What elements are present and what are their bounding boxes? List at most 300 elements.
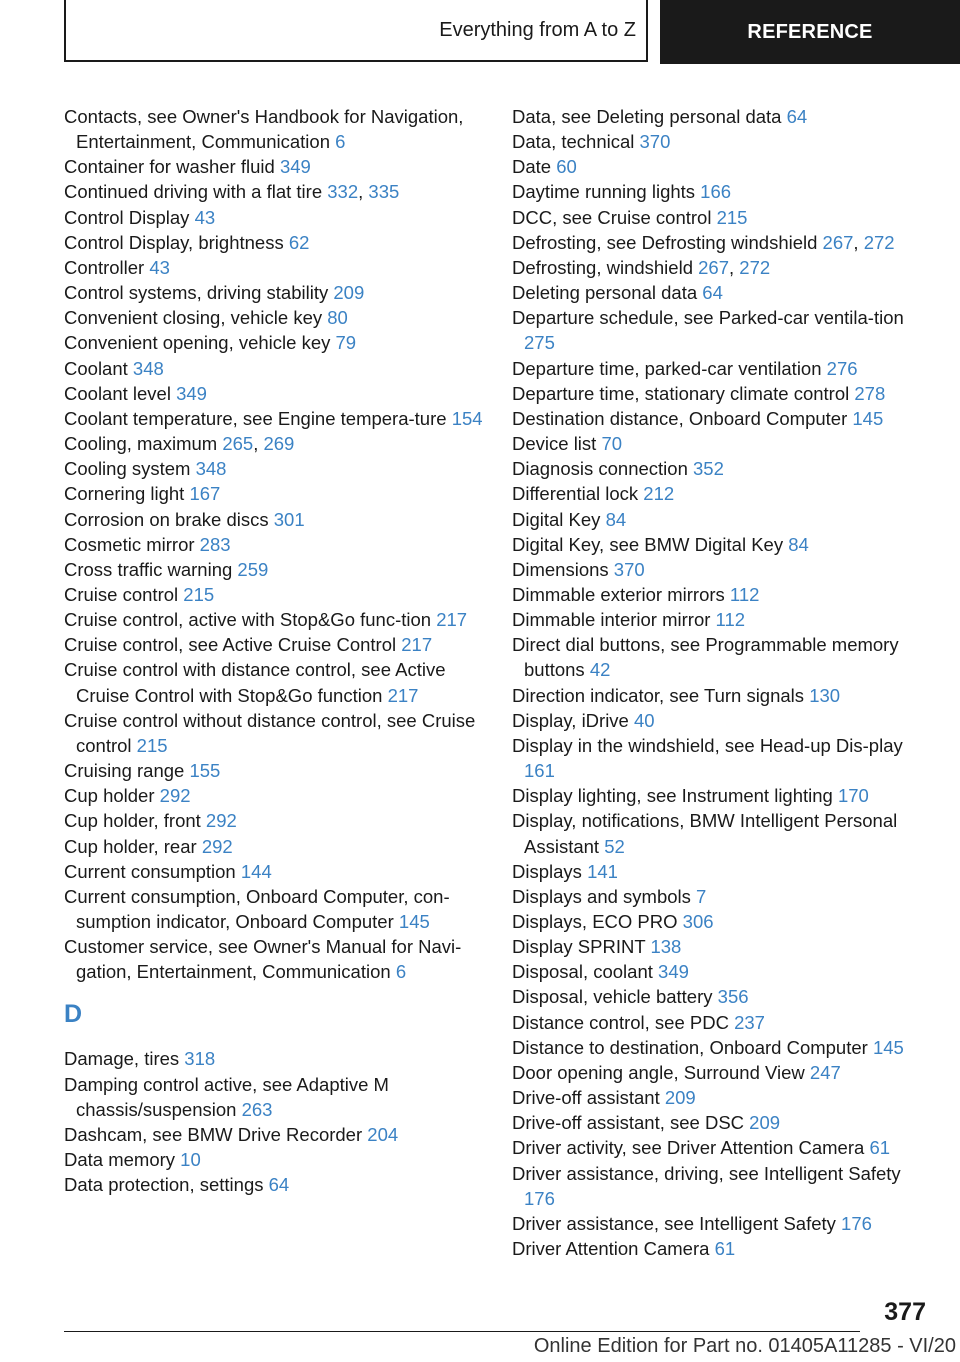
page-link[interactable]: 209 [333, 282, 365, 304]
index-entry [512, 708, 932, 733]
page-link[interactable]: 70 [601, 433, 623, 455]
page-link[interactable]: 43 [194, 206, 216, 228]
index-entry-text: Dimensions [512, 558, 609, 580]
page-references [206, 810, 237, 831]
index-entry-text: Control Display [64, 206, 190, 228]
index-entry-text: Cruise control, see Active Cruise Control [64, 634, 397, 656]
index-entry [64, 305, 484, 330]
index-entry [64, 179, 484, 204]
page-link[interactable]: 154 [451, 407, 483, 429]
page-references [184, 1048, 215, 1069]
index-entry [512, 1161, 932, 1211]
page-link[interactable]: 61 [869, 1137, 891, 1159]
page-link[interactable]: 145 [398, 911, 430, 932]
page-link[interactable]: 276 [826, 357, 858, 379]
page-references [183, 584, 214, 605]
page-references [396, 961, 406, 982]
index-entry-text: Container for washer fluid [64, 156, 275, 178]
page-link[interactable]: 60 [556, 156, 577, 178]
index-entry-text: Coolant level [64, 382, 171, 404]
page-references [269, 1174, 290, 1195]
page-link[interactable]: 215 [183, 583, 215, 605]
page-link[interactable]: 292 [205, 810, 237, 832]
page-link[interactable]: 217 [436, 609, 468, 631]
page-link[interactable]: 62 [288, 231, 310, 253]
index-entry [512, 154, 932, 179]
page-link[interactable]: 332 [327, 181, 359, 203]
page-link[interactable]: 84 [788, 533, 809, 555]
page-link[interactable]: 170 [837, 785, 869, 807]
index-entry [64, 532, 484, 557]
index-entry [512, 205, 932, 230]
index-entry-text: Current consumption, Onboard Computer, con-sumption indicator, Onboard Computer [64, 885, 450, 932]
index-entry-text: Coolant [64, 357, 128, 379]
page-references [367, 1124, 398, 1145]
page-link[interactable]: 176 [841, 1212, 872, 1234]
page-header [64, 0, 960, 64]
page-link[interactable]: 155 [189, 760, 221, 782]
page-link[interactable]: 349 [279, 156, 311, 178]
index-entry-text: Displays and symbols [512, 885, 691, 907]
index-entry-text: Convenient closing, vehicle key [64, 307, 323, 329]
index-entry [64, 607, 484, 632]
index-entry [64, 783, 484, 808]
index-entry [512, 1110, 932, 1135]
index-entry-text: Dimmable interior mirror [512, 609, 711, 631]
page-references [730, 584, 760, 605]
index-entry [512, 632, 932, 682]
index-entry-text: Cooling system [64, 458, 191, 480]
page-link[interactable]: 292 [159, 785, 191, 807]
page-link[interactable]: 217 [387, 684, 419, 706]
page-link[interactable]: 209 [664, 1087, 696, 1109]
page-references [137, 735, 168, 756]
index-entry [512, 1211, 932, 1236]
index-entry [512, 532, 932, 557]
page-references [734, 1012, 765, 1033]
index-entry-text: Display SPRINT [512, 936, 646, 958]
page-references [160, 785, 191, 806]
page-link[interactable]: 217 [401, 634, 433, 656]
page-link[interactable]: 176 [524, 1187, 555, 1209]
page-references [614, 559, 645, 580]
index-entry-text: Direct dial buttons, see Programmable memory buttons [512, 634, 899, 681]
page-references [601, 433, 622, 454]
page-references [274, 509, 305, 530]
index-entry [64, 884, 484, 934]
page-link[interactable]: 112 [715, 609, 746, 631]
index-entry [512, 959, 932, 984]
index-entry [64, 1122, 484, 1147]
index-entry-text: Distance control, see PDC [512, 1011, 729, 1033]
page-references [436, 609, 467, 630]
index-entry [512, 305, 932, 355]
page-references [693, 458, 724, 479]
index-entry-text: Data, see Deleting personal data [512, 106, 782, 127]
chapter-tab: REFERENCE [660, 0, 960, 64]
index-entry-text: Drive-off assistant, see DSC [512, 1112, 745, 1134]
page-references [196, 458, 227, 479]
page-link[interactable]: 204 [367, 1123, 399, 1145]
index-entry [512, 356, 932, 381]
page-references [650, 936, 681, 957]
page-link[interactable]: 265 [222, 433, 254, 455]
page-references [696, 886, 706, 907]
index-entry [64, 381, 484, 406]
index-entry-text: Dimmable exterior mirrors [512, 583, 725, 605]
index-list-c [64, 104, 484, 984]
page-references [716, 609, 746, 630]
index-entry [64, 632, 484, 657]
index-entry [64, 934, 484, 984]
page-link[interactable]: 130 [809, 684, 841, 706]
page-references: 332, 335 [327, 181, 400, 203]
page-references [149, 257, 170, 278]
index-entry [64, 230, 484, 255]
index-entry [512, 733, 932, 783]
page-link[interactable]: 166 [700, 181, 732, 203]
footer-divider [64, 1331, 860, 1332]
page-link[interactable]: 141 [587, 860, 618, 882]
index-entry-text: Departure time, stationary climate control [512, 382, 850, 404]
page-references: 267, 272 [822, 231, 895, 253]
index-entry [64, 356, 484, 381]
index-entry [512, 507, 932, 532]
index-entry-text: Data, technical [512, 131, 635, 153]
edition-text: Online Edition for Part no. 01405A11285 - VI/20 [533, 1335, 956, 1357]
index-entry [64, 1046, 484, 1071]
index-entry [512, 1035, 932, 1060]
index-entry-text: Displays, ECO PRO [512, 911, 678, 932]
index-entry [512, 683, 932, 708]
page-references [180, 1149, 201, 1170]
page-link[interactable]: 272 [863, 231, 895, 253]
page-link[interactable]: 352 [693, 458, 724, 480]
page-link[interactable]: 215 [136, 734, 168, 756]
index-list-d-continued [512, 104, 932, 1261]
page-link[interactable]: 306 [682, 911, 714, 932]
page-link[interactable]: 267 [698, 256, 729, 278]
index-entry-text: Dashcam, see BMW Drive Recorder [64, 1123, 363, 1145]
index-entry-text: Drive-off assistant [512, 1087, 660, 1109]
page-link[interactable]: 80 [327, 307, 348, 329]
index-entry-text: Distance to destination, Onboard Computer [512, 1036, 868, 1058]
index-entry-text: Display, notifications, BMW Intelligent Personal Assistant [512, 810, 898, 857]
index-entry-text: Data protection, settings [64, 1174, 264, 1196]
page-references [658, 961, 689, 982]
page-link[interactable]: 52 [604, 835, 625, 857]
page-references [524, 760, 555, 781]
page-link[interactable]: 349 [658, 961, 689, 983]
page-references [241, 861, 272, 882]
page-link[interactable]: 6 [395, 961, 407, 983]
page-references [873, 1037, 904, 1058]
index-entry-text: Door opening angle, Surround View [512, 1061, 805, 1083]
page-references [200, 534, 231, 555]
index-entry [512, 909, 932, 934]
index-entry [512, 179, 932, 204]
index-entry-text: Driver activity, see Driver Attention Camera [512, 1137, 865, 1159]
index-entry [64, 708, 484, 758]
page-references [399, 911, 430, 932]
index-entry [512, 1010, 932, 1035]
index-entry-text: Cross traffic warning [64, 558, 233, 580]
index-entry [64, 582, 484, 607]
page-link[interactable]: 10 [180, 1149, 201, 1171]
page-references [749, 1112, 780, 1133]
index-entry-text: Convenient opening, vehicle key [64, 332, 331, 354]
page-references [718, 986, 749, 1007]
page-references [700, 181, 731, 202]
index-entry-text: Current consumption [64, 860, 236, 882]
page-link[interactable]: 215 [716, 206, 748, 228]
index-entry [64, 406, 484, 431]
page-references: 265, 269 [222, 433, 295, 455]
index-entry [64, 205, 484, 230]
page-references [524, 332, 555, 353]
index-entry [64, 280, 484, 305]
page-link[interactable]: 64 [268, 1174, 290, 1196]
index-entry [64, 557, 484, 582]
page-references [333, 282, 364, 303]
page-link[interactable]: 335 [368, 181, 400, 203]
index-entry [512, 230, 932, 255]
index-entry [64, 1147, 484, 1172]
page-link[interactable]: 283 [199, 533, 231, 555]
page-references [452, 408, 483, 429]
page-references [606, 509, 627, 530]
index-entry-text: Display, iDrive [512, 709, 629, 731]
page-references [715, 1238, 736, 1259]
page-link[interactable]: 301 [273, 508, 305, 530]
page-number: 377 [884, 1298, 926, 1326]
page-link[interactable]: 370 [639, 131, 671, 153]
index-entry [64, 657, 484, 707]
index-entry [512, 129, 932, 154]
page-link[interactable]: 145 [852, 407, 884, 429]
page-link[interactable]: 269 [263, 433, 295, 455]
page-references [809, 685, 840, 706]
index-entry [512, 607, 932, 632]
page-link[interactable]: 64 [702, 282, 723, 304]
index-entry [512, 255, 932, 280]
index-entry-text: Departure time, parked-car ventilation [512, 357, 822, 379]
page-references [852, 408, 883, 429]
index-entry [512, 984, 932, 1009]
index-entry-text: DCC, see Cruise control [512, 206, 712, 228]
index-entry [512, 381, 932, 406]
page-references: 267, 272 [698, 256, 771, 278]
index-entry-text: Contacts, see Owner's Handbook for Navigation, Entertainment, Communication [64, 106, 464, 153]
index-entry-text: Cruise control with distance control, see Active Cruise Control with Stop&Go function [64, 659, 446, 706]
page-references [195, 207, 216, 228]
page-link[interactable]: 42 [589, 659, 611, 681]
index-entry-text: Deleting personal data [512, 282, 698, 304]
index-entry-text: Cruise control [64, 583, 179, 605]
page-link[interactable]: 318 [184, 1048, 216, 1070]
page-link[interactable]: 349 [176, 382, 207, 404]
index-entry-text: Data memory [64, 1149, 176, 1171]
section-title: Everything from A to Z [64, 0, 648, 62]
page-link[interactable]: 267 [822, 231, 854, 253]
page-references [280, 156, 311, 177]
index-list-d [64, 1046, 484, 1197]
index-entry-text: Cup holder, front [64, 810, 201, 832]
index-entry [512, 1060, 932, 1085]
page-references [289, 232, 310, 253]
page-link[interactable]: 370 [613, 558, 645, 580]
page-link[interactable]: 263 [241, 1098, 273, 1120]
index-entry [512, 1135, 932, 1160]
page-references [869, 1137, 890, 1158]
index-entry-text: Digital Key, see BMW Digital Key [512, 533, 784, 555]
page-link[interactable]: 278 [854, 382, 886, 404]
index-entry [64, 758, 484, 783]
index-entry [512, 406, 932, 431]
index-entry [512, 783, 932, 808]
index-entry [512, 456, 932, 481]
index-entry [512, 1236, 932, 1261]
page-link[interactable]: 272 [739, 256, 771, 278]
index-column-right [512, 104, 932, 1261]
page-link[interactable]: 79 [335, 332, 357, 354]
page-link[interactable]: 7 [696, 885, 707, 907]
index-entry [512, 104, 932, 129]
page-references [336, 332, 357, 353]
page-link[interactable]: 259 [237, 558, 269, 580]
page-link[interactable]: 167 [189, 483, 221, 505]
page-references [640, 131, 671, 152]
index-entry-text: Direction indicator, see Turn signals [512, 684, 805, 706]
index-entry [64, 1172, 484, 1197]
index-entry-text: Corrosion on brake discs [64, 508, 269, 530]
page-link[interactable]: 43 [149, 256, 170, 278]
index-entry-text: Disposal, coolant [512, 961, 653, 983]
page-link[interactable]: 237 [734, 1011, 765, 1033]
index-entry-text: Damage, tires [64, 1048, 180, 1070]
index-entry [64, 330, 484, 355]
index-entry [512, 557, 932, 582]
index-entry [64, 808, 484, 833]
page-references [665, 1087, 696, 1108]
page-link[interactable]: 112 [729, 583, 760, 605]
page-references [827, 358, 858, 379]
index-entry-text: Continued driving with a flat tire [64, 181, 323, 203]
index-entry [64, 507, 484, 532]
index-entry [512, 582, 932, 607]
index-entry-text: Display in the windshield, see Head-up Dis-play [512, 734, 903, 756]
page-link[interactable]: 84 [605, 508, 627, 530]
page-references [787, 106, 808, 127]
page-footer [400, 1335, 960, 1358]
index-entry [64, 154, 484, 179]
page-link[interactable]: 292 [201, 835, 233, 857]
page-link[interactable]: 356 [717, 986, 749, 1008]
index-entry [64, 456, 484, 481]
index-entry-text: Cornering light [64, 483, 185, 505]
page-references [587, 861, 618, 882]
page-references [702, 282, 723, 303]
index-entry-text: Control Display, brightness [64, 231, 284, 253]
index-entry-text: Defrosting, see Defrosting windshield [512, 231, 818, 253]
index-entry-text: Displays [512, 860, 582, 882]
index-entry-text: Daytime running lights [512, 181, 696, 203]
page-references [237, 559, 268, 580]
index-entry [512, 481, 932, 506]
index-entry-text: Customer service, see Owner's Manual for Navi-gation, Entertainment, Communication [64, 936, 462, 983]
page-references [634, 710, 655, 731]
page-link[interactable]: 209 [749, 1112, 781, 1134]
page-link[interactable]: 348 [132, 357, 164, 379]
index-entry-text: Date [512, 156, 552, 178]
index-entry [512, 280, 932, 305]
page-references [604, 836, 625, 857]
index-entry-text: Cup holder, rear [64, 835, 197, 857]
index-entry [512, 1085, 932, 1110]
index-entry-text: Device list [512, 433, 597, 455]
page-references [176, 383, 207, 404]
index-entry [512, 859, 932, 884]
page-link[interactable]: 247 [809, 1061, 841, 1083]
index-entry-text: Destination distance, Onboard Computer [512, 407, 848, 429]
index-entry [64, 834, 484, 859]
index-entry-text: Cosmetic mirror [64, 533, 195, 555]
index-entry-text: Disposal, vehicle battery [512, 986, 713, 1008]
index-entry [512, 431, 932, 456]
page-link[interactable]: 348 [195, 458, 227, 480]
page-link[interactable]: 275 [524, 332, 555, 354]
page-link[interactable]: 144 [240, 860, 272, 882]
index-entry-text: Cup holder [64, 785, 155, 807]
index-entry-text: Cooling, maximum [64, 433, 218, 455]
index-entry-text: Control systems, driving stability [64, 282, 329, 304]
index-letter-heading: D [64, 1000, 83, 1029]
index-entry-text: Digital Key [512, 508, 601, 530]
page-link[interactable]: 64 [786, 106, 808, 127]
index-entry-text: Defrosting, windshield [512, 256, 693, 278]
page-link[interactable]: 212 [643, 483, 675, 505]
index-entry [64, 255, 484, 280]
index-entry [64, 1072, 484, 1122]
page-link[interactable]: 6 [335, 131, 346, 153]
page-references [202, 836, 233, 857]
index-entry [64, 481, 484, 506]
index-entry-text: Damping control active, see Adaptive M chassis/suspension [64, 1073, 389, 1120]
index-entry-text: Diagnosis connection [512, 458, 688, 480]
page-references [335, 131, 345, 152]
page-references [401, 634, 432, 655]
index-entry-text: Cruise control without distance control, see Cruise control [64, 709, 476, 756]
page-references [327, 307, 348, 328]
page-references [189, 760, 220, 781]
page-references [643, 483, 674, 504]
page-link[interactable]: 40 [634, 709, 655, 731]
page-link[interactable]: 161 [524, 760, 555, 782]
page-references [683, 911, 714, 932]
page-link[interactable]: 145 [872, 1036, 904, 1058]
page-link[interactable]: 138 [650, 936, 682, 958]
page-references [242, 1099, 273, 1120]
page-references [556, 156, 577, 177]
page-references [788, 534, 809, 555]
index-entry-text: Controller [64, 256, 145, 278]
page-references [810, 1062, 841, 1083]
page-references [388, 685, 419, 706]
page-link[interactable]: 61 [714, 1238, 736, 1260]
index-entry-text: Coolant temperature, see Engine tempera-ture [64, 407, 447, 429]
index-entry [64, 859, 484, 884]
index-column-left [64, 104, 484, 1197]
